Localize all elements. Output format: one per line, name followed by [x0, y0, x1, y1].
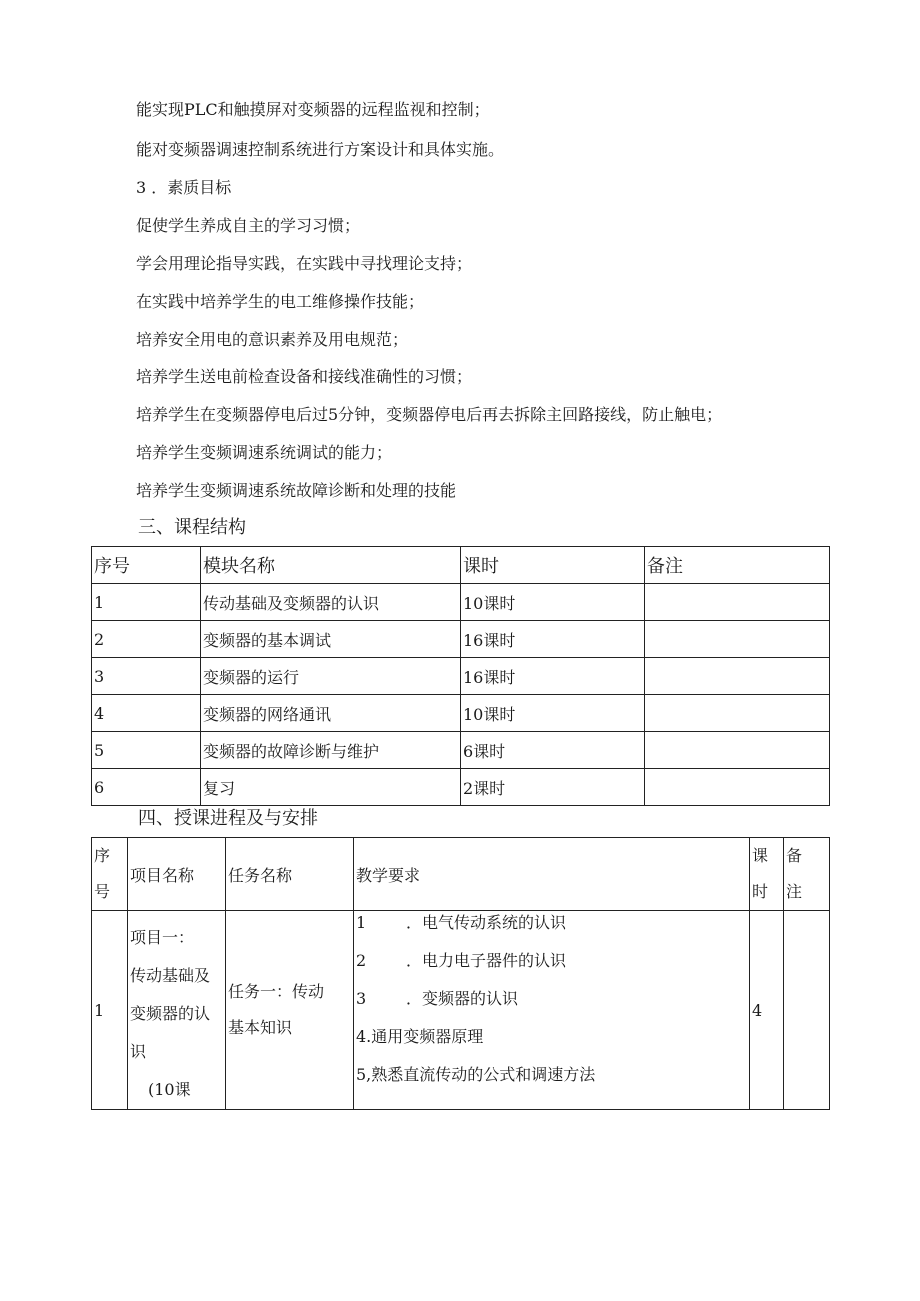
- cell-seq: 3: [92, 658, 201, 695]
- cell-notes: [784, 911, 830, 1110]
- quality-item-5: 培养学生送电前检查设备和接线准确性的习惯；: [136, 367, 473, 386]
- cell-module: 传动基础及变频器的认识: [201, 584, 461, 621]
- course-structure-table: [91, 546, 830, 806]
- cell-requirements: [354, 911, 750, 1110]
- cell-hours: 16课时: [461, 621, 645, 658]
- cell-seq: 6: [92, 769, 201, 806]
- cell-seq: 5: [92, 732, 201, 769]
- cell-task: 任务一：传动 基本知识: [226, 911, 354, 1110]
- cell-hours: 6课时: [461, 732, 645, 769]
- intro-line-2: 能对变频器调速控制系统进行方案设计和具体实施。: [136, 140, 505, 159]
- table-row: [92, 769, 830, 806]
- quality-item-8: 培养学生变频调速系统故障诊断和处理的技能: [136, 481, 457, 500]
- table-row: [92, 695, 830, 732]
- cell-hours: 16课时: [461, 658, 645, 695]
- quality-goal-title: 3 ．素质目标: [136, 178, 232, 197]
- requirement-item: 1 ．电气传动系统的认识: [356, 913, 567, 932]
- cell-notes: [645, 769, 830, 806]
- header-notes: 备 注: [784, 838, 830, 911]
- header-notes: 备注: [645, 547, 830, 584]
- quality-item-7: 培养学生变频调速系统调试的能力；: [136, 443, 393, 462]
- header-project: 项目名称: [128, 838, 226, 911]
- cell-seq: 4: [92, 695, 201, 732]
- cell-seq: 1: [92, 911, 128, 1110]
- section-schedule-title: 四、授课进程及与安排: [138, 808, 318, 829]
- header-seq: 序 号: [92, 838, 128, 911]
- requirement-item: 3 ．变频器的认识: [356, 989, 519, 1008]
- cell-module: 复习: [201, 769, 461, 806]
- cell-module: 变频器的网络通讯: [201, 695, 461, 732]
- cell-hours: 10课时: [461, 584, 645, 621]
- table-row: [92, 732, 830, 769]
- table-row: [92, 911, 830, 1110]
- quality-item-4: 培养安全用电的意识素养及用电规范；: [136, 330, 409, 349]
- requirement-item: 4.通用变频器原理: [356, 1027, 484, 1046]
- requirement-item: 5,熟悉直流传动的公式和调速方法: [356, 1065, 596, 1084]
- section-course-structure-title: 三、课程结构: [138, 517, 246, 538]
- quality-item-1: 促使学生养成自主的学习习惯；: [136, 216, 361, 235]
- cell-notes: [645, 658, 830, 695]
- schedule-table: [91, 837, 830, 1110]
- cell-module: 变频器的故障诊断与维护: [201, 732, 461, 769]
- quality-item-3: 在实践中培养学生的电工维修操作技能；: [136, 292, 425, 311]
- header-requirements: 教学要求: [354, 838, 750, 911]
- cell-hours: 2课时: [461, 769, 645, 806]
- cell-hours: 10课时: [461, 695, 645, 732]
- table-row: [92, 584, 830, 621]
- cell-notes: [645, 732, 830, 769]
- header-hours: 课时: [461, 547, 645, 584]
- cell-module: 变频器的基本调试: [201, 621, 461, 658]
- cell-notes: [645, 584, 830, 621]
- requirement-item: 2 ．电力电子器件的认识: [356, 951, 567, 970]
- cell-notes: [645, 621, 830, 658]
- header-module: 模块名称: [201, 547, 461, 584]
- table-header-row: [92, 547, 830, 584]
- header-seq: 序号: [92, 547, 201, 584]
- header-task: 任务名称: [226, 838, 354, 911]
- table-row: [92, 658, 830, 695]
- cell-project: 项目一： 传动基础及 变频器的认 识 (10课: [128, 911, 226, 1110]
- table-header-row: [92, 838, 830, 911]
- cell-seq: 2: [92, 621, 201, 658]
- quality-item-2: 学会用理论指导实践，在实践中寻找理论支持；: [136, 254, 473, 273]
- quality-item-6: 培养学生在变频器停电后过5分钟，变频器停电后再去拆除主回路接线，防止触电；: [136, 405, 723, 424]
- cell-notes: [645, 695, 830, 732]
- cell-module: 变频器的运行: [201, 658, 461, 695]
- intro-line-1: 能实现PLC和触摸屏对变频器的远程监视和控制；: [136, 100, 490, 119]
- table-row: [92, 621, 830, 658]
- cell-hours: 4: [750, 911, 784, 1110]
- header-hours: 课 时: [750, 838, 784, 911]
- cell-seq: 1: [92, 584, 201, 621]
